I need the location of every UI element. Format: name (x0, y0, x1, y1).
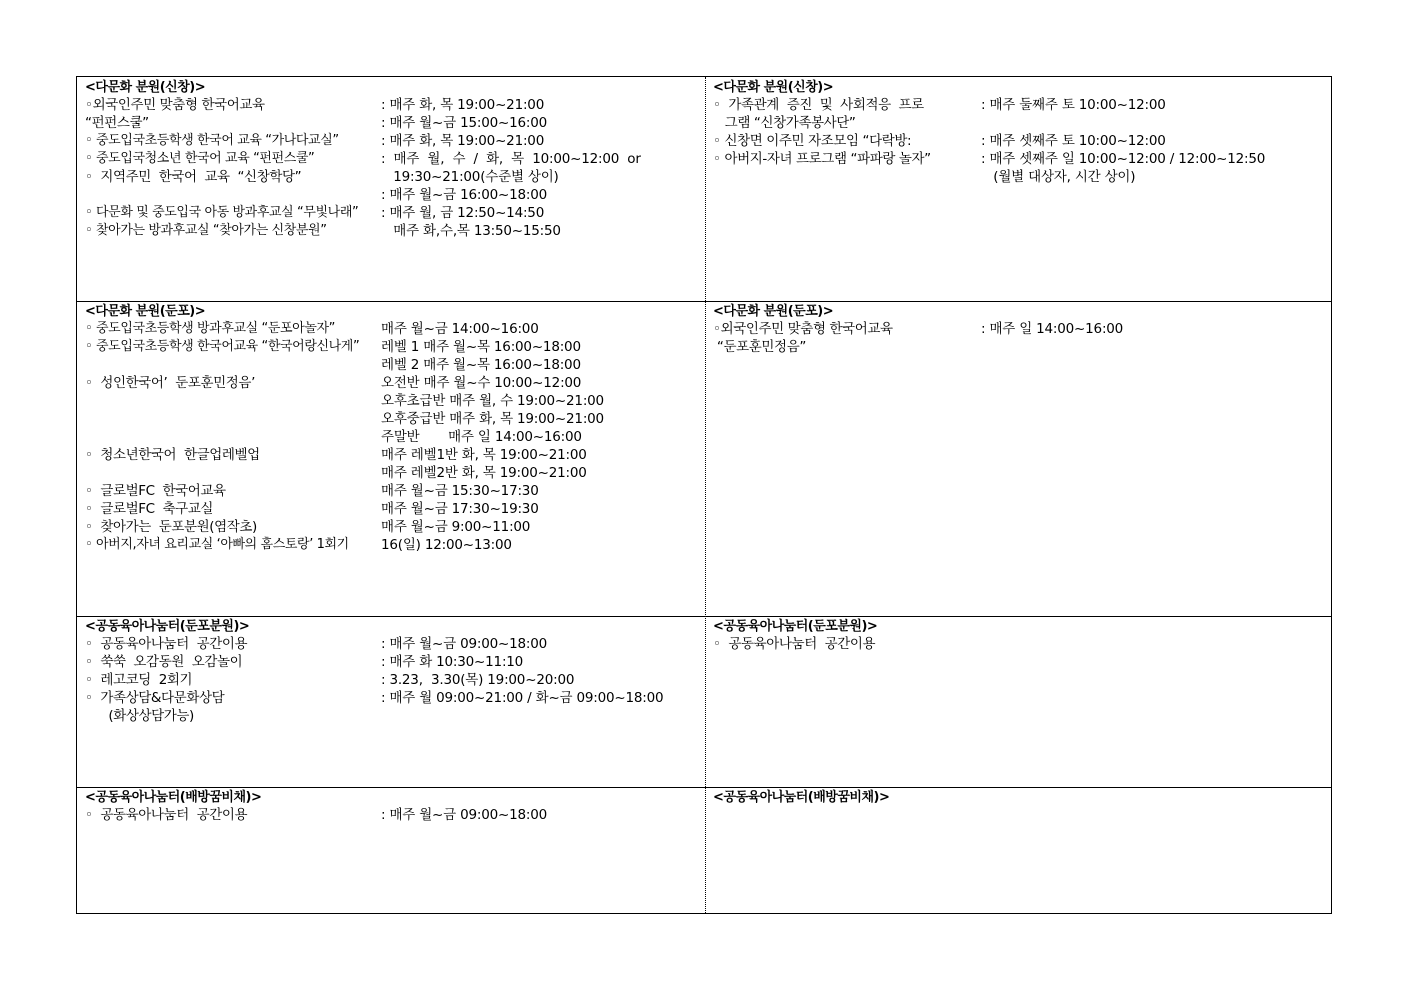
program-schedule: : 매주 화 10:30~11:10 (381, 654, 524, 670)
program-schedule: : 매주 월, 수 / 화, 목 10:00~12:00 or (381, 151, 641, 167)
section-title: <다문화 분원(신창)> (713, 80, 834, 95)
program-schedule: 매주 화,수,목 13:50~15:50 (381, 223, 561, 239)
program-schedule: 오후초급반 매주 월, 수 19:00~21:00 (381, 393, 604, 409)
program-label: ◦ 다문화 및 중도입국 아동 방과후교실 “무빛나래” (85, 205, 359, 220)
program-label: ◦ 찾아가는 방과후교실 “찾아가는 신창분원” (85, 223, 327, 238)
program-label: ◦ 지역주민 한국어 교육 “신창학당” (85, 169, 302, 185)
program-schedule: (월별 대상자, 시간 상이) (981, 169, 1136, 185)
program-label: ◦ 글로벌FC 축구교실 (85, 501, 214, 517)
program-row (85, 428, 705, 446)
section-title: <공동육아나눔터(배방꿈비채)> (85, 790, 262, 805)
program-label: ◦ 공동육아나눔터 공간이용 (713, 636, 876, 652)
program-label: ◦외국인주민 맞춤형 한국어교육 (713, 321, 893, 337)
section-title: <공동육아나눔터(둔포분원)> (713, 619, 878, 634)
program-row (85, 150, 705, 168)
program-row (85, 707, 705, 725)
program-schedule: 매주 월~금 17:30~19:30 (381, 501, 539, 517)
program-row (85, 392, 705, 410)
program-label: “둔포훈민정음” (713, 339, 806, 355)
program-label: “펀펀스쿨” (85, 115, 149, 131)
program-row (85, 356, 705, 374)
section-childcare-dunpo-right (705, 616, 1333, 787)
program-schedule: : 매주 화, 목 19:00~21:00 (381, 133, 545, 149)
program-schedule: : 매주 일 14:00~16:00 (981, 321, 1124, 337)
program-row (85, 689, 705, 707)
program-row (85, 338, 705, 356)
program-label: ◦ 신창면 이주민 자조모임 “다락방: (713, 133, 912, 149)
program-row (85, 518, 705, 536)
program-row (85, 96, 705, 114)
program-schedule: 주말반 매주 일 14:00~16:00 (381, 429, 582, 445)
program-schedule: 레벨 2 매주 월~목 16:00~18:00 (381, 357, 581, 373)
program-schedule: : 3.23, 3.30(목) 19:00~20:00 (381, 672, 575, 688)
program-schedule: 레벨 1 매주 월~목 16:00~18:00 (381, 339, 581, 355)
program-row (713, 114, 1333, 132)
program-row (85, 536, 705, 554)
program-label: (화상상담가능) (85, 708, 194, 724)
program-row (85, 500, 705, 518)
program-label: ◦ 중도입국초등학생 방과후교실 “둔포아놀자” (85, 321, 335, 336)
program-row (713, 96, 1333, 114)
program-schedule: 매주 월~금 14:00~16:00 (381, 321, 539, 337)
program-label: ◦ 레고코딩 2회기 (85, 672, 193, 688)
section-title: <다문화 분원(신창)> (85, 80, 206, 95)
section-sinchang-left (77, 77, 705, 301)
program-schedule: : 매주 셋째주 토 10:00~12:00 (981, 133, 1166, 149)
program-schedule: 오전반 매주 월~수 10:00~12:00 (381, 375, 582, 391)
program-schedule: : 매주 화, 목 19:00~21:00 (381, 97, 545, 113)
program-row (85, 222, 705, 240)
program-row (85, 186, 705, 204)
program-schedule: : 매주 월~금 09:00~18:00 (381, 807, 548, 823)
program-label: ◦외국인주민 맞춤형 한국어교육 (85, 97, 265, 113)
program-label: ◦ 성인한국어’ 둔포훈민정음’ (85, 375, 255, 391)
section-title: <공동육아나눔터(둔포분원)> (85, 619, 250, 634)
program-row (713, 320, 1333, 338)
schedule-table (76, 76, 1332, 914)
program-label: 그램 “신창가족봉사단” (713, 115, 856, 131)
program-schedule: 19:30~21:00(수준별 상이) (381, 169, 559, 185)
program-row (85, 635, 705, 653)
program-row (713, 168, 1333, 186)
program-label: ◦ 청소년한국어 한글업레벨업 (85, 447, 260, 463)
program-row (85, 482, 705, 500)
program-label: ◦ 중도입국초등학생 한국어 교육 “가나다교실” (85, 133, 339, 148)
program-row (85, 446, 705, 464)
program-schedule: : 매주 월~금 16:00~18:00 (381, 187, 548, 203)
program-row (85, 671, 705, 689)
section-title: <다문화 분원(둔포)> (713, 304, 834, 319)
program-label: ◦ 공동육아나눔터 공간이용 (85, 636, 248, 652)
program-schedule: : 매주 월~금 15:00~16:00 (381, 115, 548, 131)
program-row (85, 114, 705, 132)
program-row (85, 653, 705, 671)
program-label: ◦ 아버지-자녀 프로그램 “파파랑 놀자” (713, 151, 931, 167)
program-label: ◦ 가족상담&다문화상담 (85, 690, 225, 706)
program-schedule: 매주 월~금 9:00~11:00 (381, 519, 531, 535)
section-dunpo-right (705, 301, 1333, 616)
section-dunpo-left (77, 301, 705, 616)
program-row (85, 464, 705, 482)
section-title: <다문화 분원(둔포)> (85, 304, 206, 319)
program-row (85, 132, 705, 150)
program-schedule: 매주 레벨1반 화, 목 19:00~21:00 (381, 447, 587, 463)
program-row (85, 204, 705, 222)
program-row (713, 132, 1333, 150)
program-label: ◦ 가족관계 증진 및 사회적응 프로 (713, 97, 924, 113)
program-row (85, 320, 705, 338)
program-schedule: 오후중급반 매주 화, 목 19:00~21:00 (381, 411, 604, 427)
program-schedule: : 매주 월 09:00~21:00 / 화~금 09:00~18:00 (381, 690, 664, 706)
program-label: ◦ 쑥쑥 오감동원 오감놀이 (85, 654, 243, 670)
program-label: ◦ 중도입국초등학생 한국어교육 “한국어랑신나게” (85, 339, 360, 354)
program-label: ◦ 찾아가는 둔포분원(염작초) (85, 519, 257, 535)
program-schedule: 매주 레벨2반 화, 목 19:00~21:00 (381, 465, 587, 481)
program-label: ◦ 글로벌FC 한국어교육 (85, 483, 226, 499)
section-childcare-dunpo-left (77, 616, 705, 787)
program-row (713, 338, 1333, 356)
program-row (713, 635, 1333, 653)
section-childcare-baebang-left (77, 787, 705, 913)
program-label: ◦ 중도입국청소년 한국어 교육 “펀펀스쿨” (85, 151, 315, 166)
section-childcare-baebang-right (705, 787, 1333, 913)
section-sinchang-right (705, 77, 1333, 301)
program-schedule: : 매주 둘째주 토 10:00~12:00 (981, 97, 1166, 113)
program-label: ◦ 아버지,자녀 요리교실 ‘아빠의 홈스토랑’ 1회기 (85, 537, 349, 552)
program-row (85, 168, 705, 186)
program-schedule: 매주 월~금 15:30~17:30 (381, 483, 539, 499)
program-row (85, 410, 705, 428)
program-label: ◦ 공동육아나눔터 공간이용 (85, 807, 248, 823)
program-schedule: : 매주 월, 금 12:50~14:50 (381, 205, 545, 221)
section-title: <공동육아나눔터(배방꿈비채)> (713, 790, 890, 805)
program-schedule: : 매주 월~금 09:00~18:00 (381, 636, 548, 652)
program-row (85, 806, 705, 824)
program-row (85, 374, 705, 392)
program-schedule: 16(일) 12:00~13:00 (381, 537, 512, 553)
program-row (713, 150, 1333, 168)
program-schedule: : 매주 셋째주 일 10:00~12:00 / 12:00~12:50 (981, 151, 1266, 167)
